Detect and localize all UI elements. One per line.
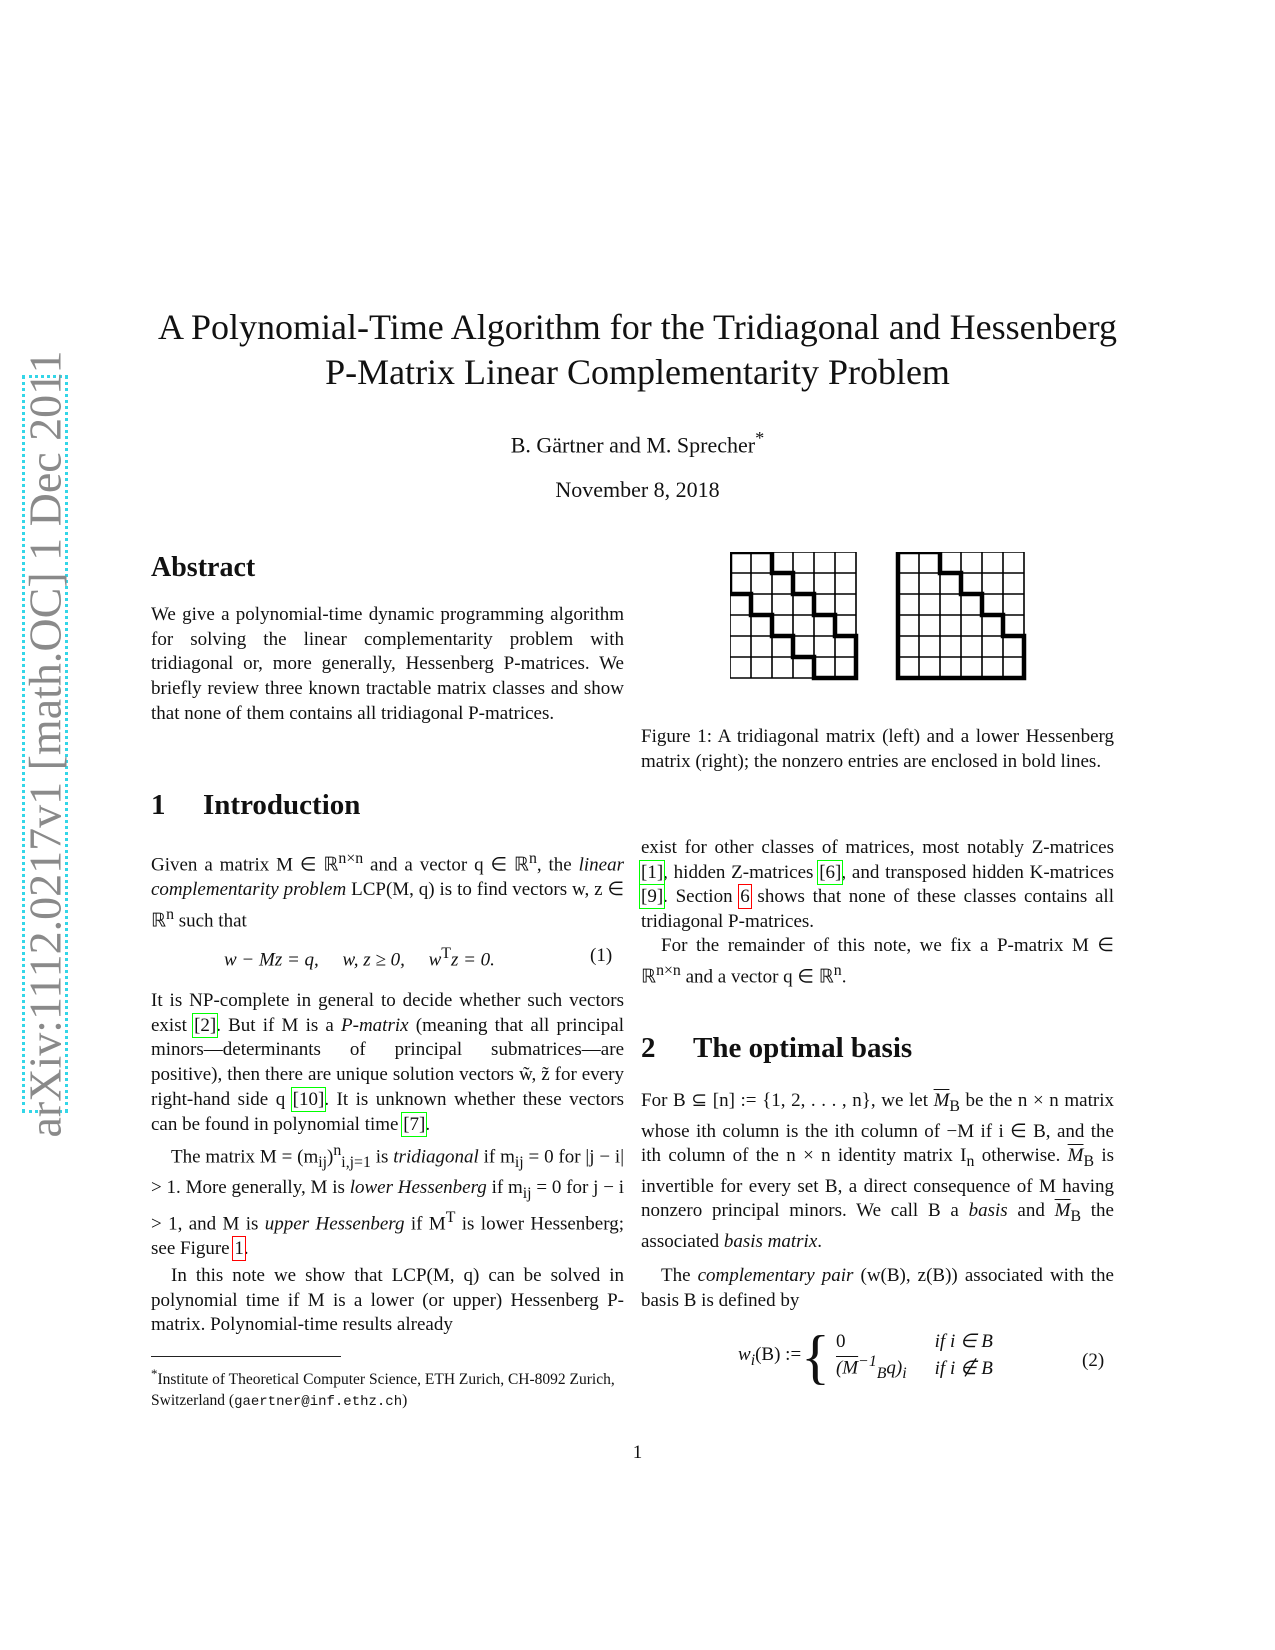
equation-1: [224, 945, 495, 971]
intro-p3-sub-2: i,j=1: [341, 1154, 371, 1172]
eq2-case2-sub: B: [876, 1365, 887, 1383]
abstract-text: We give a polynomial-time dynamic programming algorithm for solving the linear complementarity problem with tridiagonal or, more generally, Hessenberg P-matrices. We briefly review three known tractable matrix classes and show that none of them contains all tridiagonal P-matrices.: [151, 604, 624, 724]
intro-p1-text-a: Given a matrix M ∈ ℝ: [151, 854, 339, 876]
s2-p1-text-d: is invertible for every set B, a direct consequence of M having nonzero principal minors. We call B a: [641, 1145, 1114, 1222]
intro-p1-emphasis: linear complementarity problem: [151, 854, 625, 901]
citation-10-link[interactable]: [10]: [292, 1088, 325, 1110]
section-2-number: 2: [641, 1032, 656, 1064]
intro-p3-text-e: = 0 for |j − i| > 1. More generally, M is: [151, 1146, 625, 1198]
intro-p3-text-j: .: [243, 1238, 249, 1260]
eq2-case2-value: (M: [835, 1357, 859, 1379]
equation-2-case-2: [830, 1353, 999, 1383]
figure-1-matrices: [730, 552, 1075, 682]
intro-paragraph-4: In this note we show that LCP(M, q) can be solved in polynomial time if M is a lower (or upper) Hessenberg P-matrix. Polynomial-time results already: [151, 1265, 624, 1336]
eq2-case2-condition: if i ∉ B: [934, 1357, 993, 1379]
abstract-heading: Abstract: [151, 552, 256, 583]
s2-p1-text-b: be the n × n matrix whose ith column is the ith column of −M if i ∈ B, and the ith column of the n × n identity matrix I: [641, 1090, 1114, 1167]
intro-p2-emphasis: P-matrix: [341, 1014, 409, 1036]
section-2-paragraph-2: [641, 1264, 1114, 1313]
footnote-close: ): [402, 1392, 408, 1410]
intro-p5-sup-2: n: [833, 961, 842, 979]
eq2-case2-tail: q): [886, 1357, 903, 1379]
s2-p2-text-b: (w(B), z(B)) associated with the basis B is defined by: [641, 1265, 1114, 1311]
intro-p4c-text-c: , and transposed hidden K-matrices: [841, 861, 1114, 883]
s2-p1-emphasis-1: basis: [968, 1200, 1008, 1222]
citation-1-link[interactable]: [1]: [641, 861, 664, 883]
intro-p3-sub-1: ij: [318, 1154, 328, 1172]
section-2-heading: [641, 1032, 912, 1065]
intro-p3-text-f: if m: [486, 1176, 523, 1198]
eq2-case1-value: 0: [835, 1330, 846, 1352]
intro-p1-text-d: LCP(M, q) is to find vectors w, z ∈ ℝ: [151, 879, 624, 932]
eq2-lhs-sub: i: [750, 1351, 756, 1369]
intro-p3-sup-5: T: [445, 1209, 456, 1227]
s2-p2-emphasis: complementary pair: [697, 1265, 854, 1286]
eq2-case2-sup: −1: [858, 1353, 877, 1370]
intro-p2-text-a: It is NP-complete in general to decide whether such vectors exist: [151, 990, 624, 1036]
figure-1: [730, 552, 1075, 686]
s2-basis-matrix-symbol-1: $\overline{M}$: [933, 1090, 950, 1111]
intro-p3-text-d: if m: [478, 1146, 515, 1168]
page-number: 1: [632, 1442, 643, 1463]
citation-6-link[interactable]: [6]: [819, 861, 842, 883]
hessenberg-matrix-diagram: [898, 552, 1024, 678]
intro-p3-emphasis-3: upper Hessenberg: [264, 1213, 405, 1235]
intro-p2-text-e: .: [425, 1113, 431, 1135]
intro-paragraph-4-continued: [641, 836, 1114, 935]
eq2-case1-condition: if i ∈ B: [934, 1331, 993, 1352]
title-line-2: P-Matrix Linear Complementarity Problem: [325, 352, 950, 392]
s2-p1-text-a: For B ⊆ [n] := {1, 2, . . . , n}, we let: [641, 1090, 934, 1111]
s2-basis-matrix-symbol-3: $\overline{M}$: [1054, 1200, 1071, 1222]
intro-paragraph-2: [151, 989, 624, 1137]
section-1-heading: [151, 789, 360, 822]
tridiagonal-matrix-diagram: [730, 552, 856, 678]
intro-p2-text-c: (meaning that all principal minors—determinants of principal submatrices—are positive), then there are unique solution vectors w̃, z̃ for every right-hand side q: [151, 1014, 625, 1110]
figure-1-link[interactable]: 1: [234, 1238, 244, 1260]
equation-2-brace: {: [801, 1323, 830, 1390]
s2-basis-matrix-symbol-2: $\overline{M}$: [1067, 1145, 1084, 1167]
intro-p3-sup-n: n: [333, 1142, 342, 1159]
equation-2: [738, 1323, 999, 1390]
intro-p5-sup: n×n: [656, 961, 681, 979]
intro-paragraph-1: [151, 847, 624, 934]
intro-p1-text-e: such that: [173, 910, 247, 932]
section-2-title: The optimal basis: [693, 1032, 913, 1064]
intro-p3-text-h: if M: [404, 1213, 446, 1235]
equation-2-cases: [830, 1330, 999, 1383]
s2-basis-matrix-sub-3: B: [1070, 1208, 1082, 1226]
eq2-case2-index: i: [902, 1365, 907, 1383]
intro-p3-sub-4: ij: [522, 1184, 532, 1202]
section-1-number: 1: [151, 789, 166, 821]
s2-basis-matrix-sub-2: B: [1083, 1153, 1095, 1170]
intro-p3-emphasis-1: tridiagonal: [393, 1146, 479, 1168]
equation-2-number: (2): [1082, 1350, 1105, 1371]
intro-p5-text-c: .: [841, 966, 847, 988]
section-6-link[interactable]: 6: [740, 886, 750, 908]
s2-p1-text-e: and: [1007, 1200, 1055, 1222]
eq2-lhs-tail: (B) :=: [755, 1343, 802, 1365]
intro-p3-text-a: The matrix M = (m: [171, 1146, 319, 1168]
intro-p1-sup-2: n: [528, 850, 537, 867]
title-line-1: A Polynomial-Time Algorithm for the Tridiagonal and Hessenberg: [158, 307, 1117, 347]
citation-2-link[interactable]: [2]: [194, 1014, 217, 1036]
section-2-paragraph-1: [641, 1089, 1114, 1255]
intro-p2-text-d: . It is unknown whether these vectors can be found in polynomial time: [151, 1088, 624, 1135]
citation-9-link[interactable]: [9]: [641, 886, 664, 908]
footnote-text: Institute of Theoretical Computer Science, ETH Zurich, CH-8092 Zurich, Switzerland (: [151, 1371, 615, 1410]
intro-p3-text-c: is: [370, 1146, 394, 1168]
intro-paragraph-3: [151, 1139, 624, 1262]
author-names: B. Gärtner and M. Sprecher: [510, 432, 756, 458]
intro-p4c-text-b: , hidden Z-matrices: [663, 861, 820, 883]
s2-p1-emphasis-2: basis matrix: [723, 1230, 818, 1252]
intro-p4c-text-d: . Section: [663, 886, 741, 908]
authors: [130, 428, 1145, 458]
intro-p3-text-i: is lower Hessenberg; see Figure: [151, 1213, 625, 1260]
paper-date: November 8, 2018: [555, 477, 720, 502]
s2-p2-text-a: The: [661, 1265, 698, 1286]
s2-p1-text-g: .: [817, 1230, 823, 1252]
intro-p3-sub-3: ij: [514, 1154, 524, 1172]
intro-p4c-text-e: shows that none of these classes contains all tridiagonal P-matrices.: [641, 886, 1114, 933]
paper-title: [130, 305, 1145, 395]
intro-p1-text-c: , the: [536, 854, 579, 876]
intro-p4c-text-a: exist for other classes of matrices, most notably Z-matrices: [641, 837, 1114, 858]
s2-basis-matrix-sub-1: B: [949, 1097, 960, 1115]
figure-1-caption: Figure 1: A tridiagonal matrix (left) and a lower Hessenberg matrix (right); the nonzero entries are enclosed in bold lines.: [641, 726, 1114, 772]
equation-1-sup: T: [441, 945, 451, 962]
footnote: [151, 1363, 624, 1413]
equation-2-case-1: [830, 1330, 999, 1353]
intro-p1-sup-1: n×n: [338, 850, 364, 867]
intro-p5-text-b: and a vector q ∈ ℝ: [680, 966, 834, 988]
equation-1-tail: z = 0.: [450, 949, 495, 971]
arxiv-stamp-text: arXiv:1112.0217v1 [math.OC] 1 Dec 2011: [19, 350, 71, 1138]
author-footnote-mark: *: [755, 428, 765, 448]
intro-paragraph-5: [641, 934, 1114, 990]
section-1-title: Introduction: [203, 789, 361, 821]
equation-2-lhs: [738, 1344, 801, 1370]
s2-p1-sub-n: n: [966, 1153, 975, 1170]
footnote-email[interactable]: gaertner@inf.ethz.ch: [234, 1394, 403, 1411]
intro-p3-emphasis-2: lower Hessenberg: [349, 1176, 487, 1198]
eq2-lhs-w: w: [738, 1343, 751, 1365]
intro-p3-text-b: ): [327, 1146, 334, 1168]
intro-p1-sup-3: n: [166, 905, 174, 923]
intro-p1-text-b: and a vector q ∈ ℝ: [363, 854, 529, 876]
footnote-rule: [151, 1356, 341, 1357]
intro-p5-text-a: For the remainder of this note, we fix a P-matrix M ∈ ℝ: [641, 935, 1114, 988]
intro-p3-text-g: = 0 for j − i > 1, and M is: [151, 1176, 624, 1235]
intro-p2-text-b: . But if M is a: [216, 1014, 342, 1036]
arxiv-stamp: [0, 0, 100, 1650]
equation-1-number: (1): [590, 945, 613, 966]
s2-p1-text-c: otherwise.: [974, 1145, 1068, 1167]
footnote-mark: *: [151, 1366, 158, 1381]
citation-7-link[interactable]: [7]: [403, 1113, 426, 1135]
s2-p1-text-f: the associated: [641, 1200, 1114, 1252]
equation-1-body: w − Mz = q, w, z ≥ 0, w: [224, 949, 442, 971]
